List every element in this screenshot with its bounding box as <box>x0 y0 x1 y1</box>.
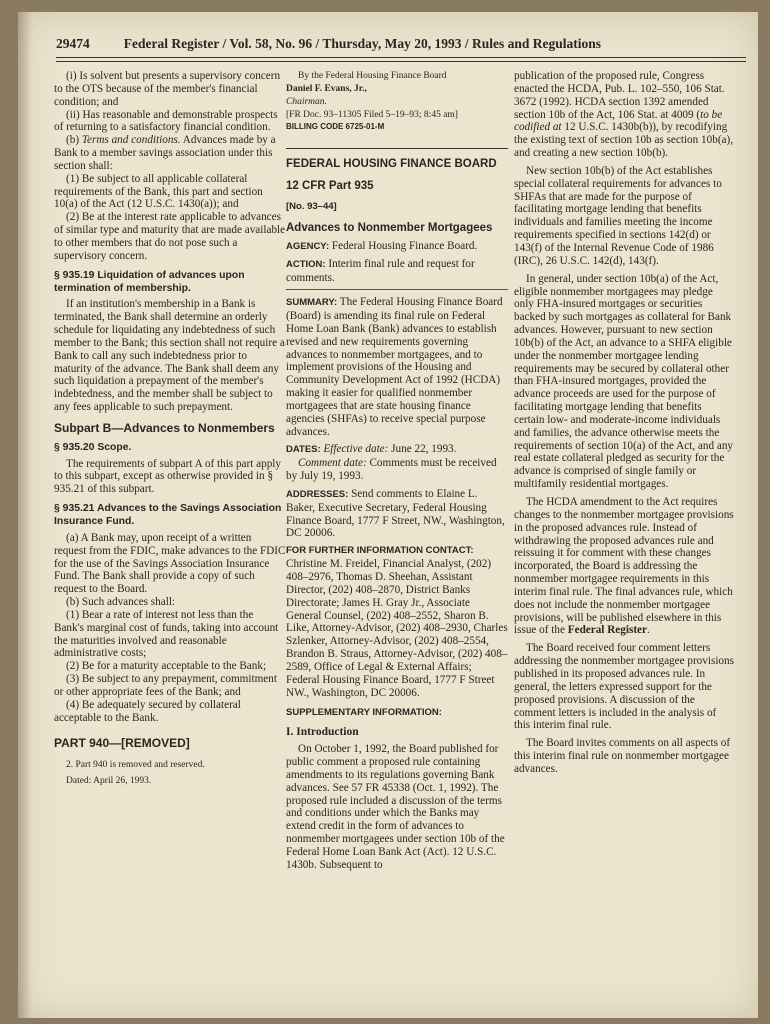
column-2 <box>286 70 508 872</box>
divider <box>286 148 508 149</box>
paragraph: (i) Is solvent but presents a supervisory concern to the OTS because of the member's financial condition; and <box>54 70 281 108</box>
paragraph: New section 10b(b) of the Act establishes special collateral requirements for advances to SHFAs that are made for the purpose of facilitating mortgage lending that benefits individuals and families meeting the income requirements specified in sections 142(d) or 143(f) of the Internal Revenue Code of 1986 (IRC), 26 U.S.C. 142(d), 143(f). <box>514 164 722 267</box>
signer-title: Chairman. <box>286 96 327 107</box>
paragraph: (a) A Bank may, upon receipt of a written request from the FDIC, make advances to the FDIC for the use of the Savings Association Insurance Fund. The Bank shall provide a copy of such request to the Board. <box>54 531 286 596</box>
paragraph: (1) Bear a rate of interest not less than the Bank's marginal cost of funds, taking into account the maturities involved and reasonable administrative costs; <box>54 608 279 660</box>
divider <box>286 289 508 290</box>
paragraph: (ii) Has reasonable and demonstrable prospects of returning to a satisfactory financial condition. <box>54 108 278 134</box>
action-field: ACTION: Interim final rule and request for comments. <box>286 258 475 285</box>
page-header <box>56 36 746 52</box>
header-rule <box>56 57 746 62</box>
rule-title: Advances to Nonmember Mortgagees <box>286 221 493 234</box>
paragraph: (4) Be adequately secured by collateral acceptable to the Bank. <box>54 698 241 724</box>
paragraph: (b) Such advances shall: <box>66 596 176 609</box>
paragraph: The HCDA amendment to the Act requires changes to the nonmember mortgagee provisions in the proposed advances rule. Instead of withdrawing the proposed advances rule and reissuing it for comment with these changes incorporated, the Board is addressing the nonmember mortgagee requirements in this interim final rule. The final advances rule, which does not include the nonmember mortgagee provisions, will be published elsewhere in this issue of the Federal Register. <box>514 496 734 637</box>
paragraph: In general, under section 10b(a) of the Act, eligible nonmember mortgagees may pledge only FHA-insured mortgages or securities backed by such mortgages as collateral for Bank advances. However, pursuant to new section 10b(b) of the Act, an advance to a SHFA eligible under the nonmember mortgagee lending requirements may be secured by collateral other than FHA-insured mortgages, provided the advance proceeds are used for the purpose of facilitating mortgage lending that benefits certain low- and moderate-income individuals and families, the advance otherwise meets the requirements of section 10(a) of the Act, and any real estate collateral pledged as security for the advance is comprised of single family or multifamily residential mortgages. <box>514 272 734 491</box>
dates-field: DATES: Effective date: June 22, 1993. <box>286 443 457 456</box>
part-heading: PART 940—[REMOVED] <box>54 735 190 750</box>
paragraph: The requirements of subpart A of this part apply to this subpart, except as otherwise provided in § 935.21 of this subpart. <box>54 457 281 496</box>
section-heading: § 935.21 Advances to the Savings Association Insurance Fund. <box>54 503 282 527</box>
paragraph: The Board received four comment letters addressing the nonmember mortgagee provisions published in its proposed advances rule. In general, the letters expressed support for the proposed provisions. A discussion of the comment letters is included in the analysis of this interim final rule. <box>514 642 734 732</box>
paragraph: (2) Be at the interest rate applicable to advances of similar type and maturity that are made available to other members that do not pose such a supervisory concern. <box>54 211 286 262</box>
section-heading: I. Introduction <box>286 726 359 739</box>
paragraph: (1) Be subject to all applicable collateral requirements of the Bank, this part and section 10(a) of the Act (12 U.S.C. 1430(a)); and <box>54 172 263 211</box>
subpart-heading: Subpart B—Advances to Nonmembers <box>54 420 275 435</box>
signer-name: Daniel F. Evans, Jr., <box>286 83 367 94</box>
section-heading: § 935.19 Liquidation of advances upon termination of membership. <box>54 269 245 294</box>
supplementary-label: SUPPLEMENTARY INFORMATION: <box>286 707 442 719</box>
contact-text: Christine M. Freidel, Financial Analyst, (202) 408–2976, Thomas D. Sheehan, Assistant Director, (202) 408–2870, District Banks Directorate; James H. Gray Jr., Associate General Counsel, (202) 408–2552, Sharon B. Like, Attorney-Advisor, (202) 408–2930, Charles Szlenker, Attorney-Advisor, (202) 408–2554, Brandon B. Straus, Attorney-Advisor, (202) 408–2589, Office of Legal & External Affairs; Federal Housing Finance Board, 1777 F Street NW., Washington, DC 20006. <box>286 558 508 699</box>
page-number: 29474 <box>56 36 90 51</box>
page-binding-shadow <box>18 12 32 1018</box>
document-page <box>18 12 758 1018</box>
signature-line: By the Federal Housing Finance Board <box>298 71 447 81</box>
agency-field: AGENCY: Federal Housing Finance Board. <box>286 239 478 252</box>
addresses-field: ADDRESSES: Send comments to Elaine L. Baker, Executive Secretary, Federal Housing Finance Board, 1777 F Street, NW., Washington, DC 20006. <box>286 487 505 540</box>
column-1 <box>54 70 286 788</box>
paragraph: On October 1, 1992, the Board published for public comment a proposed rule containing amendments to its regulations governing Bank advances. See 57 FR 45338 (Oct. 1, 1992). The proposed rule included a discussion of the terms and conditions under which the Banks may extend credit in the form of advances to nonmember mortgagees under section 10b of the Federal Home Loan Bank Act (Act). 12 U.S.C. 1430b. Subsequent to <box>286 743 505 871</box>
summary-field: SUMMARY: The Federal Housing Finance Board (Board) is amending its final rule on Federal Home Loan Bank (Bank) advances to establish revised and new requirements governing advances to nonmember mortgagees, and to implement provisions of the Housing and Community Development Act of 1992 (HCDA) making it easier for qualified nonmember mortgagees that are state housing finance agencies (SHFAs) to receive special purpose advances. <box>286 296 503 438</box>
paragraph: publication of the proposed rule, Congress enacted the HCDA, Pub. L. 102–550, 106 Stat. 3672 (1992). HCDA section 1392 amended section 10b of the Act, 106 Stat. at 4009 (to be codified at 12 U.S.C. 1430b(b)), by recodifying the existing text of section 10b as section 10b(a), and creating a new section 10b(b). <box>514 70 734 160</box>
section-heading: § 935.20 Scope. <box>54 441 132 453</box>
paragraph: 2. Part 940 is removed and reserved. <box>66 760 205 771</box>
paragraph: (b) Terms and conditions. Advances made by a Bank to a member savings association under this section shall: <box>54 134 276 172</box>
fr-doc-line: [FR Doc. 93–11305 Filed 5–19–93; 8:45 am] <box>286 109 458 120</box>
paragraph: (3) Be subject to any prepayment, commitment or other appropriate fees of the Bank; and <box>54 673 277 698</box>
paragraph: (2) Be for a maturity acceptable to the Bank; <box>66 660 267 673</box>
dated-line: Dated: April 26, 1993. <box>66 776 152 787</box>
agency-heading: FEDERAL HOUSING FINANCE BOARD <box>286 158 497 171</box>
billing-code: BILLING CODE 6725-01-M <box>286 122 385 132</box>
docket-number: [No. 93–44] <box>286 200 337 212</box>
comment-date: Comment date: Comments must be received by July 19, 1993. <box>286 457 497 483</box>
running-title: Federal Register / Vol. 58, No. 96 / Thursday, May 20, 1993 / Rules and Regulations <box>123 36 602 51</box>
contact-label: FOR FURTHER INFORMATION CONTACT: <box>286 545 474 557</box>
paragraph: If an institution's membership in a Bank is terminated, the Bank shall determine an orderly schedule for liquidating any indebtedness of such member to the Bank; this section shall not require a Bank to call any such indebtedness prior to maturity of the advance. The Bank shall deem any such liquidation a prepayment of the member's indebtedness, and the member shall be subject to any fees applicable to such prepayment. <box>54 298 285 414</box>
paragraph: The Board invites comments on all aspects of this interim final rule on nonmember mortgagee advances. <box>514 737 731 775</box>
column-3 <box>514 70 734 776</box>
cfr-part: 12 CFR Part 935 <box>286 180 374 193</box>
